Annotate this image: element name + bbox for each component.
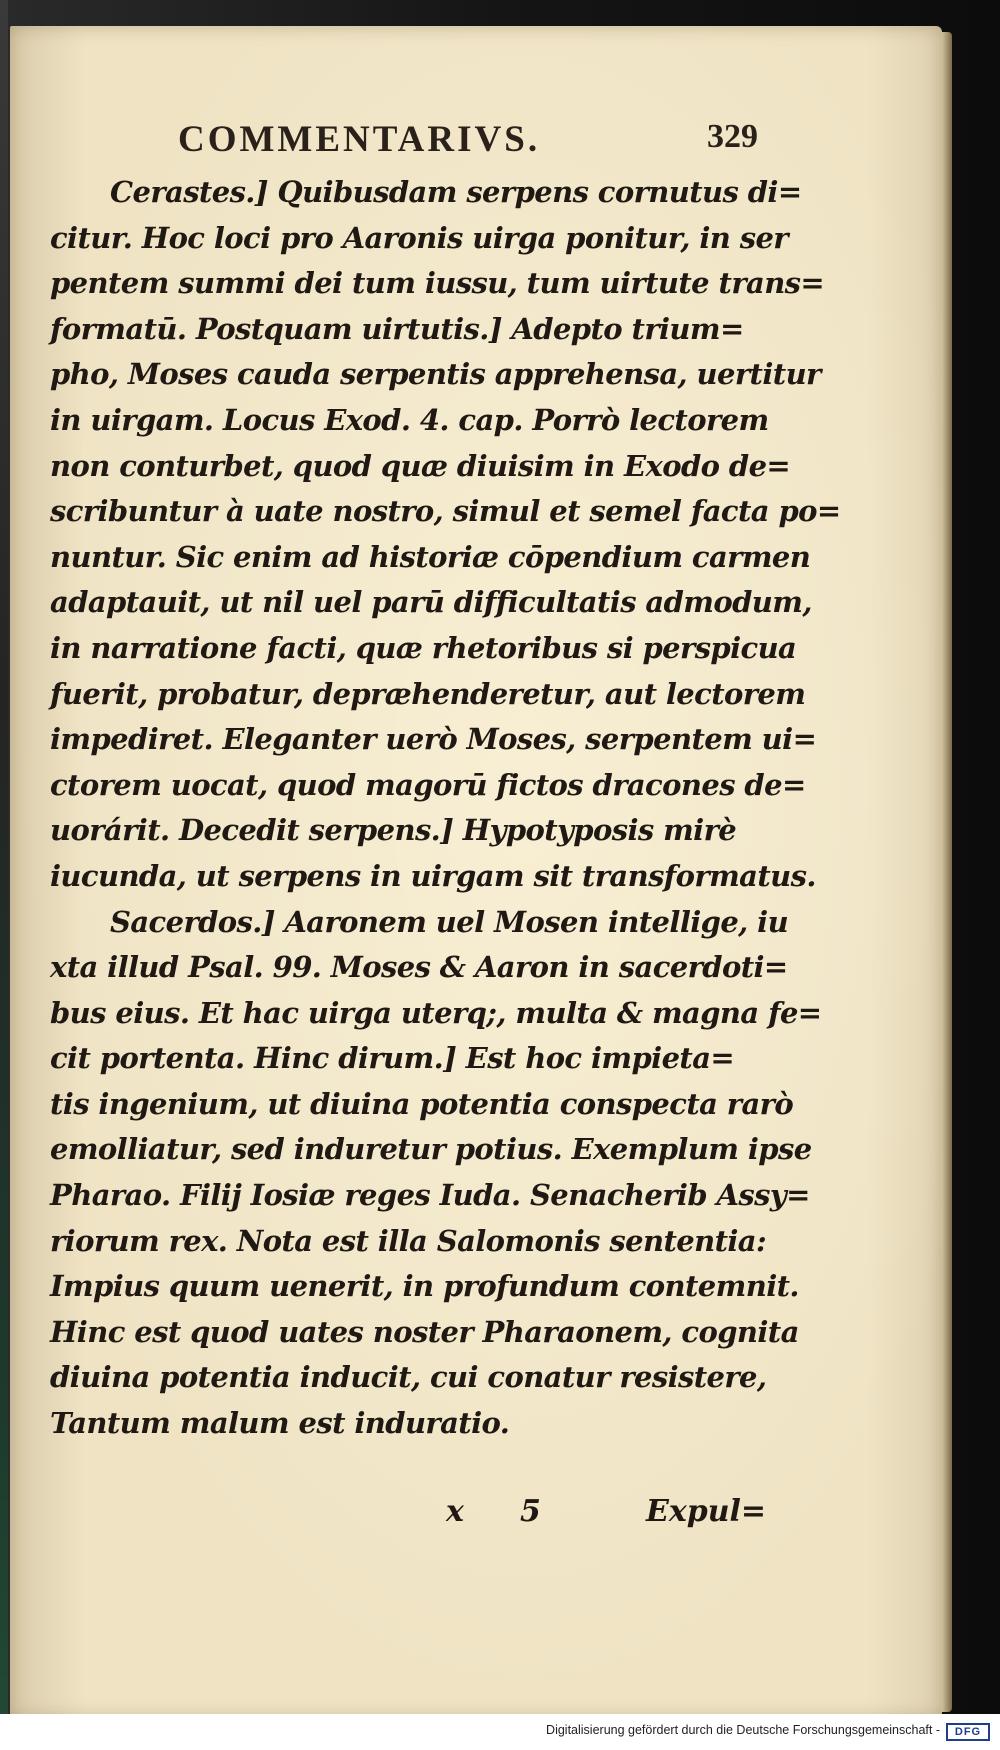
- digitization-footer: [0, 1714, 1000, 1750]
- page-edge: [942, 32, 952, 1712]
- text-line: formatū. Postquam uirtutis.] Adepto trium=: [50, 311, 744, 346]
- text-line: Pharao. Filij Iosiæ reges Iuda. Senacherib Assy=: [50, 1178, 810, 1213]
- text-line: iucunda, ut serpens in uirgam sit transformatus.: [50, 858, 816, 893]
- text-line: Hinc est quod uates noster Pharaonem, cognita: [50, 1314, 799, 1349]
- text-line: nuntur. Sic enim ad historiæ cōpendium carmen: [50, 539, 811, 574]
- text-line: Tantum malum est induratio.: [50, 1406, 510, 1441]
- text-line: pho, Moses cauda serpentis apprehensa, uertitur: [50, 357, 821, 392]
- text-line: xta illud Psal. 99. Moses & Aaron in sacerdoti=: [50, 950, 788, 985]
- book-page: [10, 26, 942, 1718]
- text-line: adaptauit, ut nil uel parū difficultatis admodum,: [50, 585, 812, 620]
- signature-number: 5: [520, 1494, 541, 1529]
- text-line: riorum rex. Nota est illa Salomonis sententia:: [50, 1223, 767, 1258]
- page-header: [160, 118, 758, 164]
- signature-line: [446, 1494, 766, 1540]
- text-line: bus eius. Et hac uirga uterq;, multa & magna fe=: [50, 995, 822, 1030]
- text-line: uorárit. Decedit serpens.] Hypotyposis mirè: [50, 813, 737, 848]
- text-line: diuina potentia inducit, cui conatur resistere,: [50, 1360, 767, 1395]
- text-line: ctorem uocat, quod magorū fictos dracones de=: [50, 767, 806, 802]
- text-line: emolliatur, sed induretur potius. Exemplum ipse: [50, 1132, 812, 1167]
- text-line: pentem summi dei tum iussu, tum uirtute trans=: [50, 266, 825, 301]
- funding-credit: Digitalisierung gefördert durch die Deutsche Forschungsgemeinschaft -: [546, 1723, 940, 1737]
- commentary-text: [50, 170, 841, 1447]
- text-line: in narratione facti, quæ rhetoribus si perspicua: [50, 630, 797, 665]
- text-line: non conturbet, quod quæ diuisim in Exodo de=: [50, 448, 791, 483]
- text-line: Sacerdos.] Aaronem uel Mosen intellige, iu: [110, 904, 789, 939]
- text-line: impediret. Eleganter uerò Moses, serpentem ui=: [50, 722, 817, 757]
- running-head: COMMENTARIVS.: [178, 119, 541, 160]
- text-line: scribuntur à uate nostro, simul et semel facta po=: [50, 494, 841, 529]
- book-cover-edge: [0, 0, 8, 1750]
- page-number: 329: [707, 118, 758, 155]
- text-line: Cerastes.] Quibusdam serpens cornutus di=: [110, 175, 802, 209]
- text-line: citur. Hoc loci pro Aaronis uirga ponitur, in ser: [50, 220, 788, 255]
- catchword: Expul=: [646, 1494, 767, 1529]
- text-line: tis ingenium, ut diuina potentia conspecta rarò: [50, 1086, 794, 1121]
- signature-mark: x: [446, 1494, 464, 1529]
- text-line: Impius quum uenerit, in profundum contemnit.: [50, 1269, 799, 1304]
- text-line: fuerit, probatur, depræhenderetur, aut lectorem: [50, 676, 806, 711]
- text-line: in uirgam. Locus Exod. 4. cap. Porrò lectorem: [50, 402, 769, 437]
- text-line: cit portenta. Hinc dirum.] Est hoc impieta=: [50, 1041, 735, 1076]
- dfg-logo-icon: DFG: [946, 1723, 990, 1741]
